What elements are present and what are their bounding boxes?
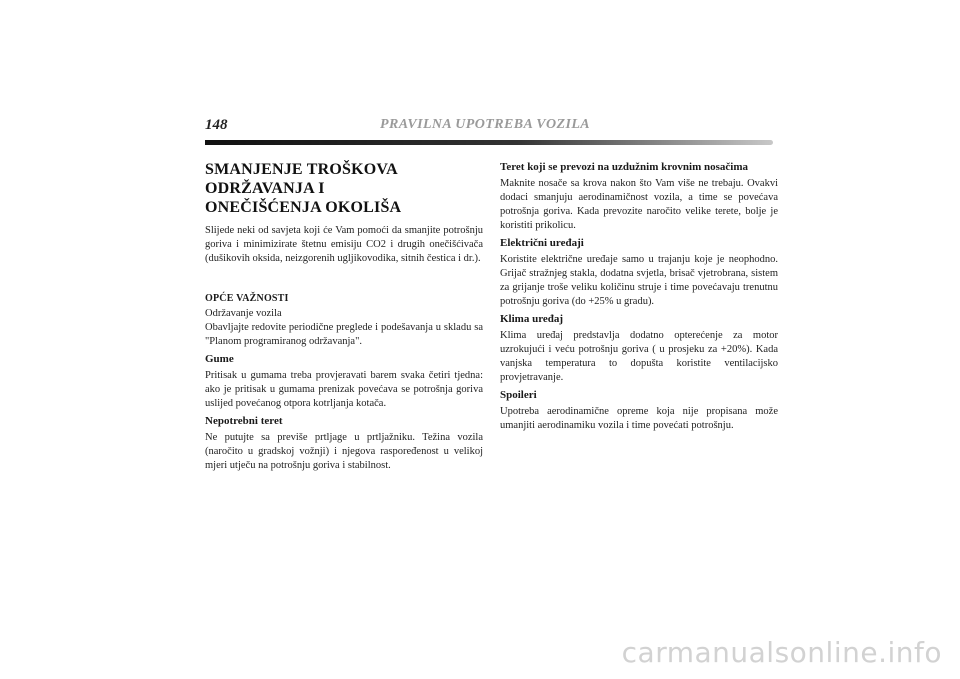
electric-heading: Električni uređaji — [500, 237, 584, 249]
roof-load-heading: Teret koji se prevozi na uzdužnim krovnim nosačima — [500, 161, 749, 173]
general-heading: OPĆE VAŽNOSTI — [205, 293, 289, 304]
right-column — [500, 160, 778, 433]
spoiler-heading: Spoileri — [500, 389, 537, 401]
spacer — [205, 266, 483, 288]
load-heading: Nepotrebni teret — [205, 415, 283, 427]
maintenance-paragraph: Obavljajte redovite periodične preglede i podešavanja u skladu sa "Planom programiranog održavanja". — [205, 322, 483, 347]
tyres-paragraph: Pritisak u gumama treba provjeravati barem svaka četiri tjedna: ako je pritisak u gumama prenizak povećava se potrošnja goriva uslijed povećanog otpora kotrljanja kotača. — [205, 370, 483, 409]
section-title-line1: SMANJENJE TROŠKOVA ODRŽAVANJA I — [205, 161, 397, 197]
left-column — [205, 160, 483, 473]
spoiler-paragraph: Upotreba aerodinamične opreme koja nije propisana može umanjiti aerodinamiku vozila i time povećati potrošnju. — [500, 406, 778, 431]
roof-load-paragraph: Maknite nosače sa krova nakon što Vam više ne trebaju. Ovakvi dodaci smanjuju aerodinamičnost vozila, a time se povećava potrošnja goriva. Kada prevozite naročito velike terete, bolje je koristiti prikolicu. — [500, 178, 778, 231]
watermark: carmanualsonline.info — [621, 636, 942, 669]
running-title: PRAVILNA UPOTREBA VOZILA — [380, 117, 591, 132]
header-rule — [205, 140, 773, 145]
climate-heading: Klima uređaj — [500, 313, 564, 325]
section-title — [205, 160, 483, 217]
section-title-line2: ONEČIŠĆENJA OKOLIŠA — [205, 199, 402, 216]
maintenance-label: Održavanje vozila — [205, 308, 282, 319]
load-paragraph: Ne putujte sa previše prtljage u prtljažniku. Težina vozila (naročito u gradskoj vožnji) i njegova raspoređenost u velikoj mjeri utječu na potrošnju goriva i stabilnost. — [205, 432, 483, 471]
electric-paragraph: Koristite električne uređaje samo u trajanju koje je neophodno. Grijač stražnjeg stakla, dodatna svjetla, brisač vjetrobrana, sistem za grijanje troše veliku količinu struje i time povećavaju trenutnu potrošnju goriva (do +25% u gradu). — [500, 254, 778, 307]
tyres-heading: Gume — [205, 353, 234, 365]
page-number: 148 — [205, 117, 228, 133]
intro-paragraph: Slijede neki od savjeta koji će Vam pomoći da smanjite potrošnju goriva i minimizirate štetnu emisiju CO2 i drugih onečišćivača (dušikovih oksida, neizgorenih ugljikovodika, sitnih čestica i dr.). — [205, 225, 483, 264]
climate-paragraph: Klima uređaj predstavlja dodatno opterećenje za motor uzrokujući i veću potrošnju goriva ( u prosjeku za +20%). Kada vanjska temperatura to dopušta koristite ventilacijsko provjetravanje. — [500, 330, 778, 383]
page-header — [205, 117, 775, 137]
